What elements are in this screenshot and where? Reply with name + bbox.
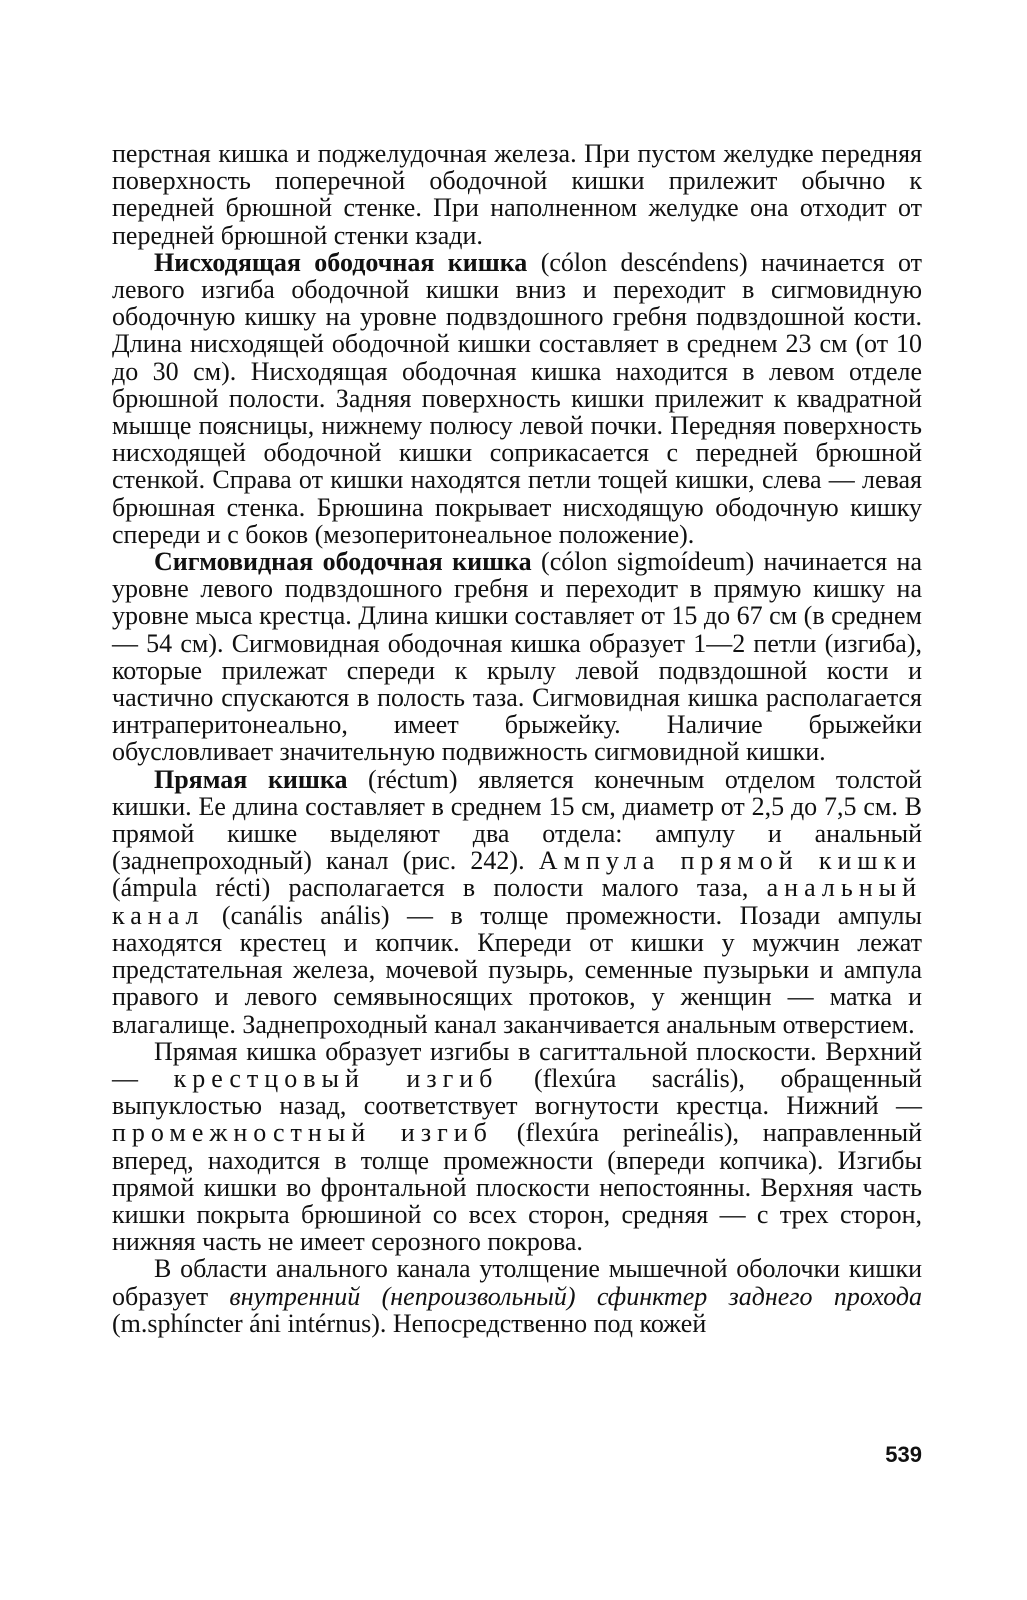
paragraph-text: (flexúra sacrális), обращенный выпуклостью назад, соответствует вогнутости крестца. Нижний — (112, 1063, 922, 1121)
term-heading: Нисходящая ободочная кишка (154, 247, 528, 277)
paragraph-rectum (112, 766, 922, 1038)
paragraph-text: (m.sphíncter áni intérnus). Непосредственно под кожей (112, 1308, 707, 1338)
paragraph-1 (112, 140, 922, 249)
spaced-term: Ампула прямой кишки (538, 846, 922, 876)
paragraph-text: В области анального канала утолщение мышечной оболочки кишки образует (112, 1254, 922, 1311)
italic-term: внутренний (непроизвольный) сфинктер заднего прохода (229, 1281, 923, 1311)
paragraph-text: (cólon sigmoídeum) начинается на уровне левого подвздошного гребня и переходит в прямую кишку на уровне мыса крестца. Длина кишки составляет от 15 до 67 см (в среднем — 54 см). Сигмовидная ободочная кишка образует 1—2 петли (изгиба), которые прилежат спереди к крылу левой подвздошной кости и частично спускаются в полость таза. Сигмовидная кишка располагается интраперитонеально, имеет брыжейку. Наличие брыжейки обусловливает значительную подвижность сигмовидной кишки. (112, 547, 922, 767)
spaced-term: анальный канал (112, 873, 922, 930)
paragraph-rectum-flexures (112, 1038, 922, 1256)
term-heading: Сигмовидная ободочная кишка (154, 547, 532, 577)
paragraph-descending-colon (112, 249, 922, 548)
paragraph-text: Прямая кишка образует изгибы в сагиттальной плоскости. Верхний — (112, 1036, 922, 1093)
term-heading: Прямая кишка (154, 764, 348, 794)
spaced-term: крестцовый изгиб (173, 1063, 499, 1093)
spaced-term: промежностный изгиб (112, 1118, 493, 1148)
paragraph-text: (canális anális) — в толще промежности. Позади ампулы находятся крестец и копчик. Кпереди от кишки у мужчин лежат предстательная железа, мочевой пузырь, семенные пузырьки и ампула правого и левого семявыносящих протоков, у женщин — матка и влагалище. Заднепроходный канал заканчивается анальным отверстием. (112, 900, 922, 1039)
paragraph-text: (ámpula récti) располагается в полости малого таза, (112, 873, 767, 903)
paragraph-text: (réctum) является конечным отделом толстой кишки. Ее длина составляет в среднем 15 см, диаметр от 2,5 до 7,5 см. В прямой кишке выделяют два отдела: ампулу и анальный (заднепроходный) канал (рис. 242). (112, 764, 922, 876)
paragraph-text: (flexúra perineális), направленный вперед, находится в толще промежности (впереди копчика). Изгибы прямой кишки во фронтальной плоскости непостоянны. Верхняя часть кишки покрыта брюшиной со всех сторон, средняя — с трех сторон, нижняя часть не имеет серозного покрова. (112, 1118, 922, 1257)
paragraph-sigmoid-colon (112, 548, 922, 766)
paragraph-text: (cólon descéndens) начинается от левого изгиба ободочной кишки вниз и переходит в сигмовидную ободочную кишку на уровне подвздошного гребня подвздошной кости. Длина нисходящей ободочной кишки составляет в среднем 23 см (от 10 до 30 см). Нисходящая ободочная кишка находится в левом отделе брюшной полости. Задняя поверхность кишки прилежит к квадратной мышце поясницы, нижнему полюсу левой почки. Передняя поверхность нисходящей ободочной кишки соприкасается с передней брюшной стенкой. Справа от кишки находятся петли тощей кишки, слева — левая брюшная стенка. Брюшина покрывает нисходящую ободочную кишку спереди и с боков (мезоперитонеальное положение). (112, 247, 922, 549)
paragraph-anal-canal (112, 1255, 922, 1337)
page-number: 539 (885, 1442, 922, 1467)
paragraph-text: перстная кишка и поджелудочная железа. При пустом желудке передняя поверхность поперечной ободочной кишки прилежит обычно к передней брюшной стенке. При наполненном желудке она отходит от передней брюшной стенки кзади. (112, 139, 922, 250)
page-text (112, 140, 922, 1337)
